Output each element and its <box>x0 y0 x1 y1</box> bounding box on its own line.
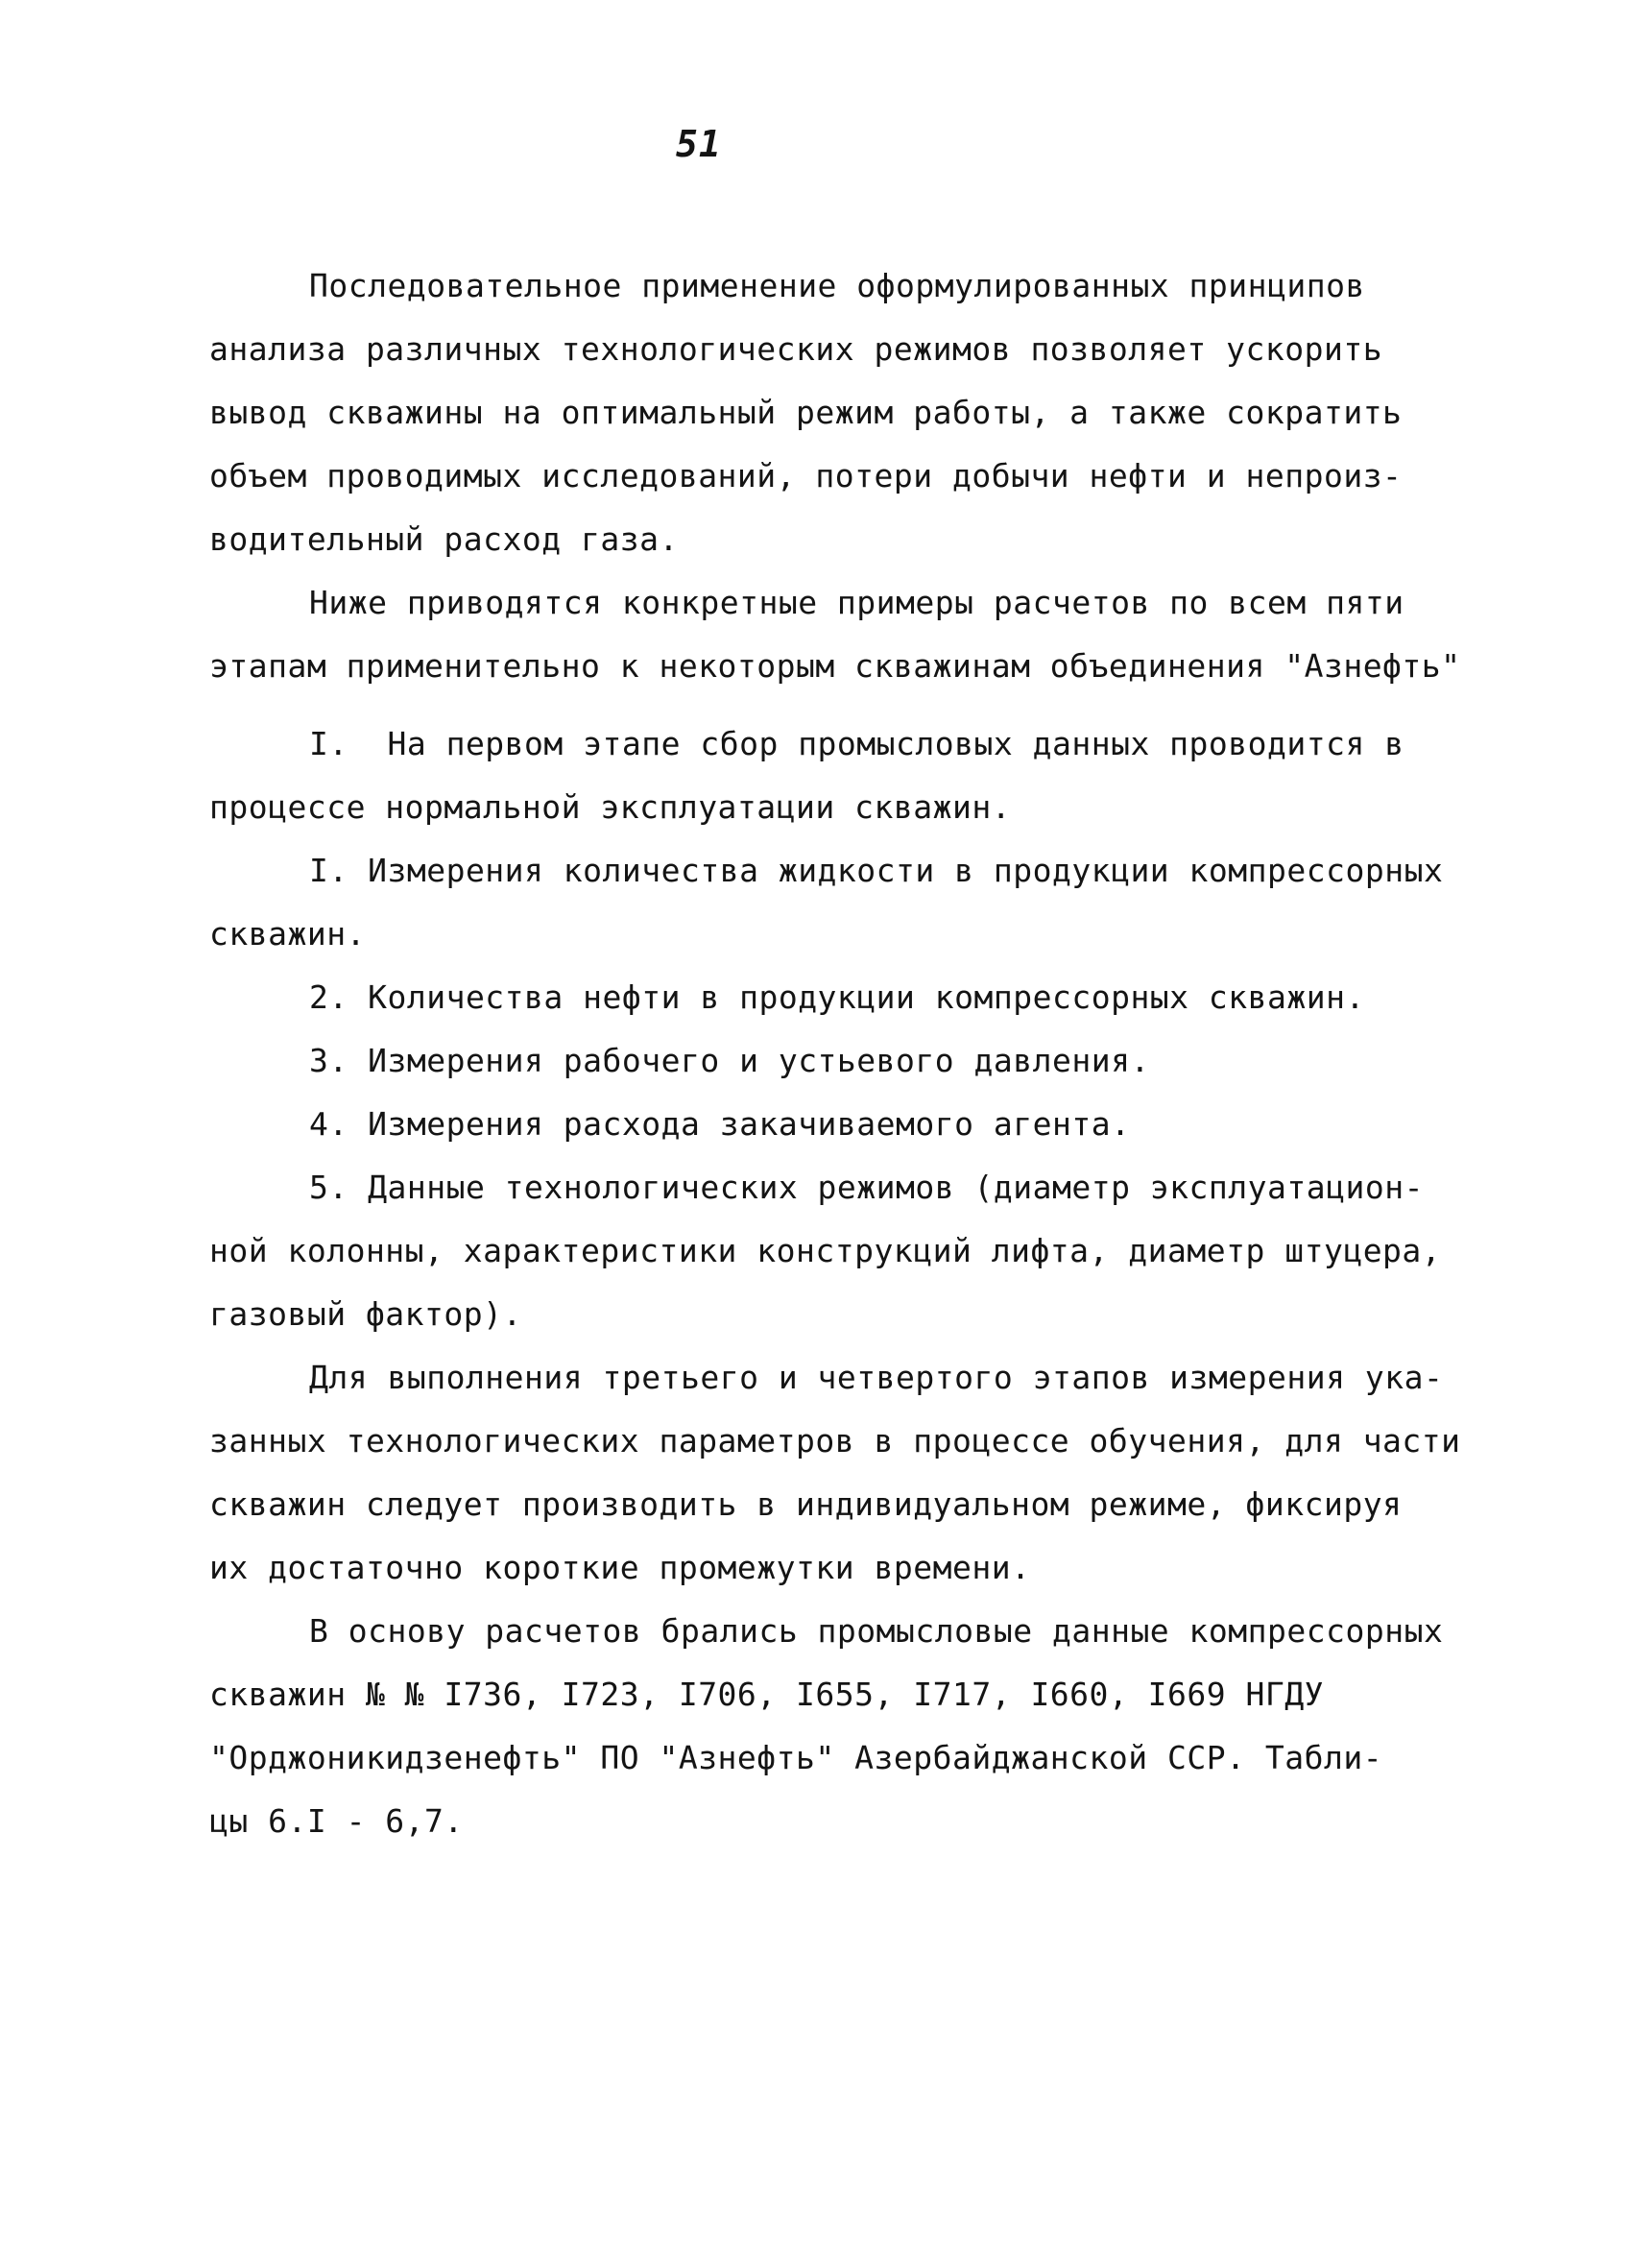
text-line: анализа различных технологических режимов позволяет ускорить <box>209 330 1383 368</box>
text-line: "Орджоникидзенефть" ПО "Азнефть" Азербайджанской ССР. Табли- <box>209 1739 1383 1776</box>
text-line: Для выполнения третьего и четвертого этапов измерения ука- <box>309 1359 1444 1396</box>
text-line: 3. Измерения рабочего и устьевого давления. <box>309 1042 1150 1079</box>
text-line: скважин. <box>209 915 366 953</box>
text-line: Ниже приводятся конкретные примеры расчетов по всем пяти <box>309 584 1404 621</box>
page-number: 51 <box>676 123 722 165</box>
text-line: I. На первом этапе сбор промысловых данных проводится в <box>309 725 1404 762</box>
text-line: 4. Измерения расхода закачиваемого агента. <box>309 1105 1131 1143</box>
text-line: Последовательное применение оформулированных принципов <box>309 267 1365 304</box>
text-line: В основу расчетов брались промысловые данные компрессорных <box>309 1612 1444 1650</box>
text-line: ной колонны, характеристики конструкций лифта, диаметр штуцера, <box>209 1232 1442 1269</box>
text-line: 2. Количества нефти в продукции компрессорных скважин. <box>309 978 1365 1016</box>
text-line: цы 6.I - 6,7. <box>209 1802 464 1840</box>
text-line: объем проводимых исследований, потери добычи нефти и непроиз- <box>209 457 1403 495</box>
text-line: вывод скважины на оптимальный режим работы, а также сократить <box>209 394 1403 431</box>
text-line: их достаточно короткие промежутки времени. <box>209 1549 1031 1586</box>
text-line: занных технологических параметров в процессе обучения, для части <box>209 1422 1461 1460</box>
text-line: 5. Данные технологических режимов (диаметр эксплуатацион- <box>309 1169 1424 1206</box>
text-line: скважин следует производить в индивидуальном режиме, фиксируя <box>209 1485 1403 1523</box>
text-line: этапам применительно к некоторым скважинам объединения "Азнефть" <box>209 647 1461 685</box>
text-line: I. Измерения количества жидкости в продукции компрессорных <box>309 852 1444 889</box>
text-line: газовый фактор). <box>209 1295 522 1333</box>
text-line: водительный расход газа. <box>209 520 679 558</box>
text-line: скважин № № I736, I723, I706, I655, I717, I660, I669 НГДУ <box>209 1676 1324 1713</box>
text-line: процессе нормальной эксплуатации скважин. <box>209 788 1012 826</box>
